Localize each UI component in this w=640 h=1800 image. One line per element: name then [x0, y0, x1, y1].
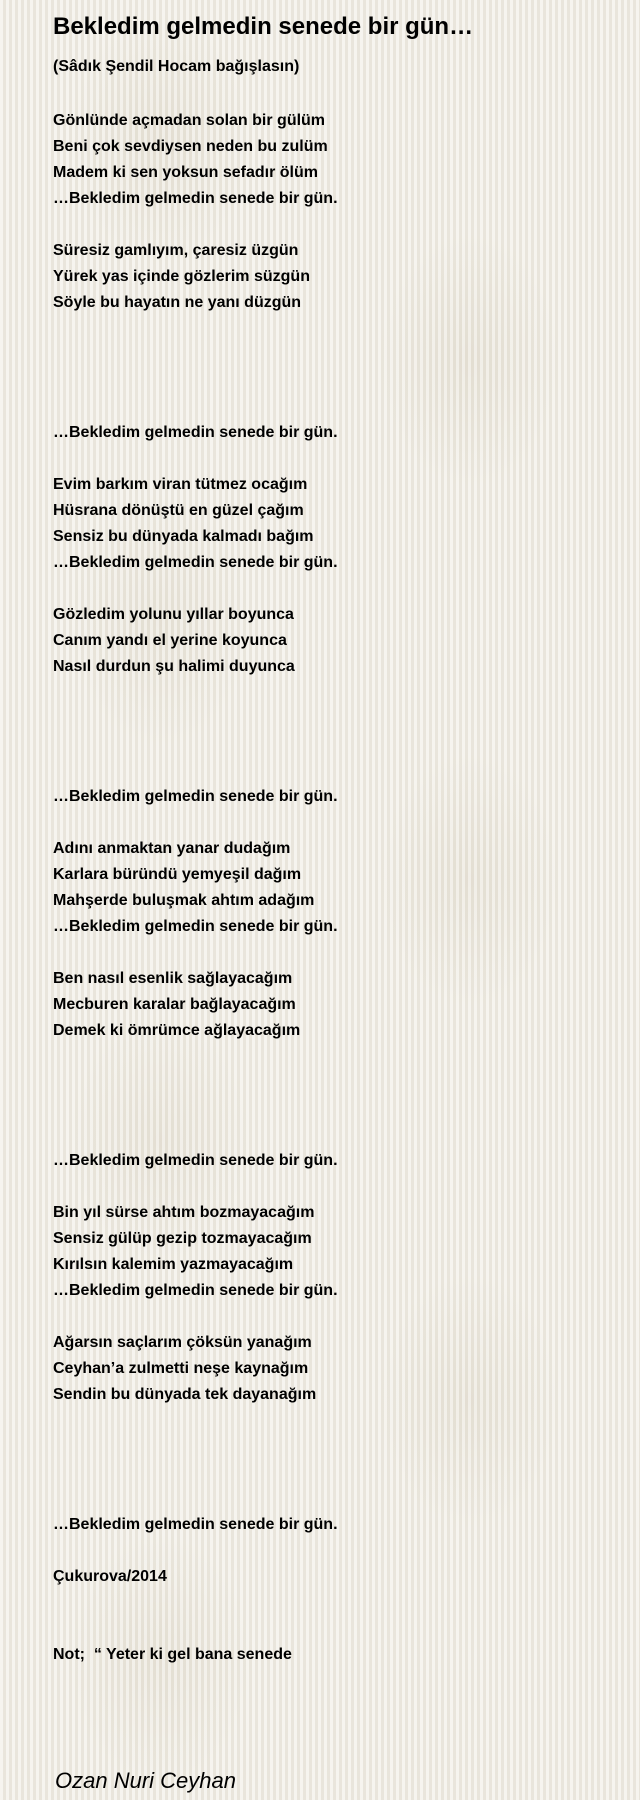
poem-refrain: …Bekledim gelmedin senede bir gün.	[53, 788, 338, 805]
poem-refrain: …Bekledim gelmedin senede bir gün.	[53, 1282, 338, 1299]
stanza-8	[53, 966, 613, 1044]
poem-title: Bekledim gelmedin senede bir gün…	[53, 13, 474, 40]
poem-line: Sensiz bu dünyada kalmadı bağım	[53, 528, 314, 545]
poem-line: Adını anmaktan yanar dudağım	[53, 840, 291, 857]
poem-line: Sensiz gülüp gezip tozmayacağım	[53, 1230, 312, 1247]
poem-dedication: (Sâdık Şendil Hocam bağışlasın)	[53, 58, 300, 75]
poem-author: Ozan Nuri Ceyhan	[55, 1768, 236, 1793]
poem-line: Bin yıl sürse ahtım bozmayacağım	[53, 1204, 315, 1221]
poem-refrain: …Bekledim gelmedin senede bir gün.	[53, 918, 338, 935]
poem-refrain: …Bekledim gelmedin senede bir gün.	[53, 190, 338, 207]
poem-refrain: …Bekledim gelmedin senede bir gün.	[53, 554, 338, 571]
poem-refrain: …Bekledim gelmedin senede bir gün.	[53, 424, 338, 441]
poem-line: Ağarsın saçlarım çöksün yanağım	[53, 1334, 312, 1351]
poem-line: Süresiz gamlıyım, çaresiz üzgün	[53, 242, 299, 259]
poem-line: Demek ki ömrümce ağlayacağım	[53, 1022, 301, 1039]
stanza-12	[53, 1512, 613, 1538]
poem-body	[53, 108, 613, 1538]
poem-line: Ceyhan’a zulmetti neşe kaynağım	[53, 1360, 309, 1377]
poem-line: Evim barkım viran tütmez ocağım	[53, 476, 308, 493]
poem-note: Not; “ Yeter ki gel bana senede	[53, 1646, 292, 1663]
poem-line: Gönlünde açmadan solan bir gülüm	[53, 112, 326, 129]
place-date: Çukurova/2014	[53, 1568, 167, 1585]
poem-line: Mahşerde buluşmak ahtım adağım	[53, 892, 315, 909]
poem-refrain: …Bekledim gelmedin senede bir gün.	[53, 1152, 338, 1169]
stanza-5	[53, 602, 613, 680]
poem-line: Gözledim yolunu yıllar boyunca	[53, 606, 294, 623]
poem-line: Sendin bu dünyada tek dayanağım	[53, 1386, 317, 1403]
poem-line: Kırılsın kalemim yazmayacağım	[53, 1256, 294, 1273]
poem-line: Nasıl durdun şu halimi duyunca	[53, 658, 295, 675]
poem-page	[53, 10, 613, 1796]
stanza-2	[53, 238, 613, 316]
poem-line: Söyle bu hayatın ne yanı düzgün	[53, 294, 302, 311]
poem-line: Madem ki sen yoksun sefadır ölüm	[53, 164, 318, 181]
poem-line: Hüsrana dönüştü en güzel çağım	[53, 502, 304, 519]
stanza-7	[53, 836, 613, 940]
poem-line: Beni çok sevdiysen neden bu zulüm	[53, 138, 328, 155]
poem-line: Mecburen karalar bağlayacağım	[53, 996, 296, 1013]
stanza-3	[53, 420, 613, 446]
poem-line: Karlara büründü yemyeşil dağım	[53, 866, 302, 883]
stanza-6	[53, 784, 613, 810]
stanza-11	[53, 1330, 613, 1408]
poem-refrain: …Bekledim gelmedin senede bir gün.	[53, 1516, 338, 1533]
stanza-10	[53, 1200, 613, 1304]
poem-line: Ben nasıl esenlik sağlayacağım	[53, 970, 293, 987]
stanza-4	[53, 472, 613, 576]
poem-line: Canım yandı el yerine koyunca	[53, 632, 287, 649]
stanza-9	[53, 1148, 613, 1174]
stanza-1	[53, 108, 613, 212]
poem-line: Yürek yas içinde gözlerim süzgün	[53, 268, 310, 285]
